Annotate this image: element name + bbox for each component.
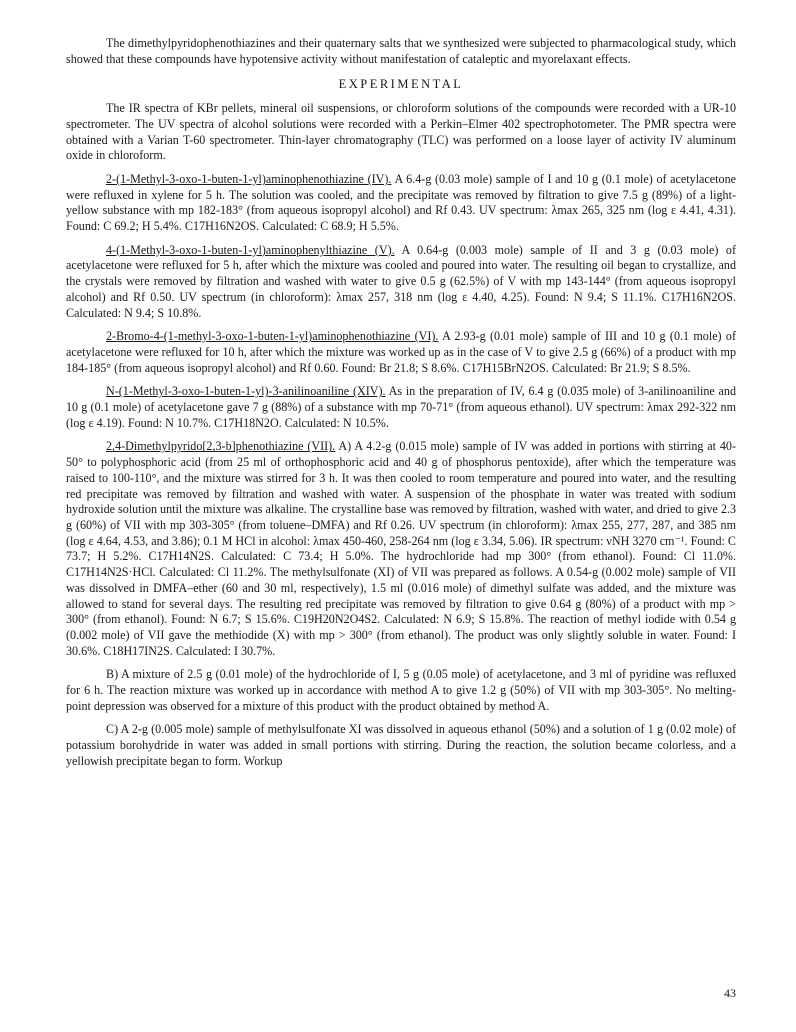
section-heading: EXPERIMENTAL [338, 77, 464, 92]
compound-text: A 0.64-g (0.003 mole) sample of II and 3 g (0.03 mole) of acetylacetone were refluxed for 5 h, after which the mixture was cooled and poured into water. The resulting oil began to crystallize, and the crystals were removed by filtration and washed with water to give 0.5 g (62.5%) of V with mp 143-144° (from aqueous isopropyl alcohol) and Rf 0.50. UV spectrum (in chloroform): λmax 257, 318 nm (log ε 4.40, 4.25). Found: N 9.4; S 11.1%. C17H16N2OS. Calculated: N 9.4; S 10.8%. [66, 242, 736, 320]
compound-paragraph-iv [66, 172, 736, 235]
compound-title: 4-(1-Methyl-3-oxo-1-buten-1-yl)aminophenylthiazine (V). [106, 242, 395, 257]
compound-paragraph-vii [66, 439, 736, 659]
page-number: 43 [724, 986, 736, 1000]
compound-title: 2-(1-Methyl-3-oxo-1-buten-1-yl)aminophenothiazine (IV). [106, 171, 392, 186]
compound-paragraph-xiv [66, 384, 736, 431]
compound-title: 2,4-Dimethylpyrido[2,3-b]phenothiazine (VII). [106, 439, 336, 454]
compound-paragraph-v [66, 243, 736, 322]
compound-title: 2-Bromo-4-(1-methyl-3-oxo-1-buten-1-yl)aminophenothiazine (VI). [106, 329, 439, 344]
method-b-paragraph: B) A mixture of 2.5 g (0.01 mole) of the hydrochloride of I, 5 g (0.05 mole) of acetylacetone, and 3 ml of pyridine was refluxed for 6 h. The reaction mixture was worked up in accordance with method A to give 1.2 g (50%) of VII with mp 303-305°. No melting-point depression was observed for a mixture of this product with the product obtained by method A. [66, 667, 736, 713]
article-page [66, 36, 736, 778]
compound-text: As in the preparation of IV, 6.4 g (0.035 mole) of 3-anilinoaniline and 10 g (0.1 mole) of acetylacetone gave 7 g (88%) of a substance with mp 70-71° (from aqueous ethanol). UV spectrum: λmax 292-322 nm (log ε 4.19). Found: N 10.7%. C17H18N2O. Calculated: N 10.5%. [66, 384, 737, 430]
method-c-paragraph: C) A 2-g (0.005 mole) sample of methylsulfonate XI was dissolved in aqueous ethanol (50%) and a solution of 1 g (0.02 mole) of potassium borohydride in water was added in small portions with stirring. During the reaction, the solution became colorless, and a yellowish precipitate began to form. Workup [66, 722, 736, 768]
compound-text: A 6.4-g (0.03 mole) sample of I and 10 g (0.1 mole) of acetylacetone were refluxed in xylene for 5 h. The solution was cooled, and the precipitate was removed by filtration to give 7.5 g (89%) of a light-yellow substance with mp 182-183° (from aqueous isopropyl alcohol) and Rf 0.43. UV spectrum: λmax 265, 325 nm (log ε 4.41, 4.31). Found: C 69.2; H 5.4%. C17H16N2OS. Calculated: C 68.9; H 5.5%. [66, 171, 736, 234]
methods-paragraph: The IR spectra of KBr pellets, mineral oil suspensions, or chloroform solutions of the compounds were recorded with a UR-10 spectrometer. The UV spectra of alcohol solutions were recorded with a Perkin–Elmer 402 spectrophotometer. The PMR spectra were obtained with a Varian T-60 spectrometer. Thin-layer chromatography (TLC) was performed on a loose layer of activity IV aluminum oxide in chloroform. [66, 101, 736, 163]
compound-title: N-(1-Methyl-3-oxo-1-buten-1-yl)-3-anilinoaniline (XIV). [106, 384, 386, 399]
intro-paragraph: The dimethylpyridophenothiazines and their quaternary salts that we synthesized were subjected to pharmacological study, which showed that these compounds have hypotensive activity without manifestation of cataleptic and myorelaxant effects. [66, 36, 736, 66]
compound-paragraph-vi [66, 329, 736, 376]
compound-text: A 2.93-g (0.01 mole) sample of III and 10 g (0.1 mole) of acetylacetone were refluxed for 10 h, after which the mixture was worked up as in the case of V to give 2.5 g (66%) of a product with mp 184-185° (from aqueous isopropyl alcohol) and Rf 0.60. Found: Br 21.8; S 8.6%. C17H15BrN2OS. Calculated: Br 21.9; S 8.5%. [66, 329, 736, 375]
compound-text: A) A 4.2-g (0.015 mole) sample of IV was added in portions with stirring at 40-50° to polyphosphoric acid (from 25 ml of orthophosphoric acid and 40 g of phosphorus pentoxide), after which the temperature was raised to 100-110°, and the mixture was stirred for 3 h. It was then cooled to room temperature and poured into water, and the resulting red precipitate was removed by filtration and washed with water. A suspension of the phosphate in water was treated with sodium hydroxide solution until the mixture was alkaline. The crystalline base was removed by filtration, washed with water, and dried to give 2.3 g (60%) of VII with mp 303-305° (from toluene–DMFA) and Rf 0.26. UV spectrum (in chloroform): λmax 255, 277, 287, and 385 nm (log ε 4.64, 4.53, and 3.86); 0.1 M HCl in alcohol: λmax 450-460, 258-264 nm (log ε 3.34, 5.06). IR spectrum: νNH 3270 cm⁻¹. Found: C 73.7; H 5.2%. C17H14N2S. Calculated: C 73.4; H 5.0%. The hydrochloride had mp 300° (from ethanol). Found: Cl 11.0%. C17H14N2S·HCl. Calculated: Cl 11.2%. The methylsulfonate (XI) of VII was prepared as follows. A 0.54-g (0.002 mole) sample of VII was dissolved in DMFA–ether (60 and 30 ml, respectively), 1.5 ml (0.016 mole) of dimethyl sulfate was added, and the mixture was allowed to stand for several days. The resulting red precipitate was removed by filtration to give 0.64 g (80%) of a product with mp > 300° (from ethanol). Found: N 6.7; S 15.6%. C19H20N2O4S2. Calculated: N 6.9; S 15.8%. The reaction of methyl iodide with 0.54 g (0.002 mole) of VII gave the methiodide (X) with mp > 300° (from ethanol). The product was only slightly soluble in water. Found: I 30.6%. C18H17IN2S. Calculated: I 30.7%. [66, 439, 736, 658]
